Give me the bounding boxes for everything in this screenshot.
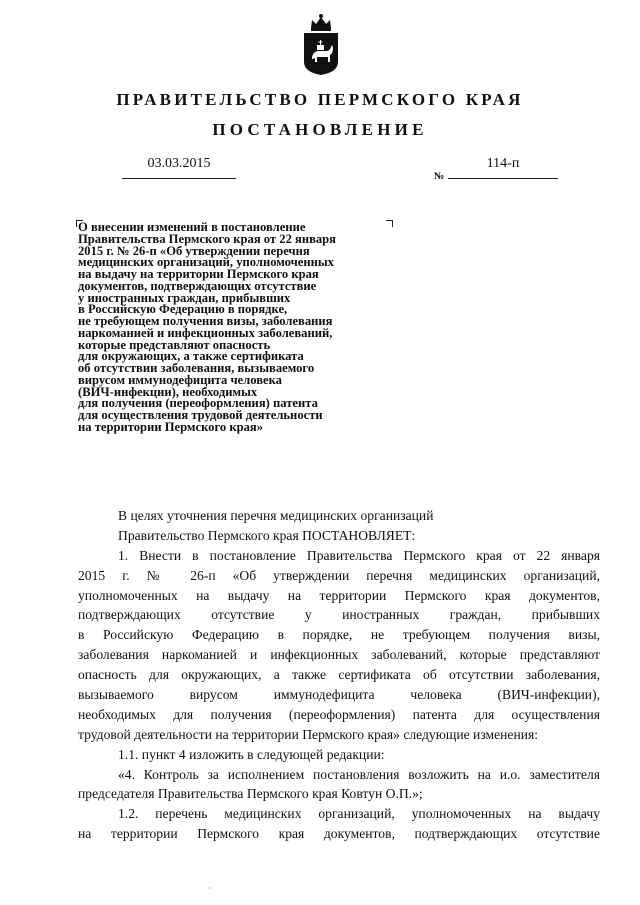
body-line: «4. Контроль за исполнением постановления возложить на и.о. заместителя (118, 766, 600, 782)
date-underline (122, 178, 236, 179)
document-body (78, 506, 600, 844)
subject-corner-left (76, 220, 83, 227)
document-date: 03.03.2015 (147, 156, 211, 171)
document-number: 114-п (486, 156, 520, 171)
body-line: 1.1. пункт 4 изложить в следующей редакции: (118, 746, 385, 762)
coat-of-arms-emblem (301, 10, 341, 76)
subject-line: для осуществления трудовой деятельности (78, 408, 323, 422)
body-line: уполномоченных на выдачу на территории Пермского края документов, (78, 587, 600, 603)
subject-line: которые представляют опасность (78, 337, 271, 352)
body-line: 1. Внести в постановление Правительства Пермского края от 22 января (118, 547, 600, 563)
subject-line: в Российскую Федерацию в порядке, (78, 302, 288, 317)
subject-line: на выдачу на территории Пермского края (78, 267, 319, 281)
document-date-field (122, 156, 236, 182)
subject-line: 2015 г. № 26-п «Об утверждении перечня (78, 243, 310, 258)
document-type: ПОСТАНОВЛЕНИЕ (212, 120, 428, 139)
body-line: 2015 г. № 26-п «Об утверждении перечня медицинских организаций, (78, 567, 600, 583)
subject-line: (ВИЧ-инфекции), необходимых (78, 384, 258, 399)
number-underline (448, 178, 558, 179)
body-line: Правительство Пермского края ПОСТАНОВЛЯЕТ: (118, 527, 416, 543)
subject-line: медицинских организаций, уполномоченных (78, 255, 334, 270)
body-line: опасность для окружающих, а также сертификата об отсутствии заболевания, (78, 667, 600, 683)
subject-line: документов, подтверждающих отсутствие (78, 278, 317, 293)
document-number-field (434, 156, 558, 182)
body-line: вызываемого вирусом иммунодефицита человека (ВИЧ-инфекции), (78, 687, 600, 703)
body-line: трудовой деятельности на территории Пермского края» следующие изменения: (78, 726, 539, 742)
body-line: председателя Правительства Пермского края Ковтун О.П.»; (78, 786, 423, 802)
subject-line: для окружающих, а также сертификата (78, 349, 304, 364)
body-line: 1.2. перечень медицинских организаций, уполномоченных на выдачу (118, 806, 600, 822)
subject-line: О внесении изменений в постановление (78, 220, 306, 234)
subject-line: Правительства Пермского края от 22 января (78, 231, 336, 246)
document-subject (78, 222, 378, 434)
subject-line: не требующем получения визы, заболевания (78, 314, 333, 328)
body-line: необходимых для получения (переоформления) патента для осуществления (78, 706, 600, 722)
subject-line: об отсутствии заболевания, вызываемого (78, 361, 315, 375)
subject-line: у иностранных граждан, прибывших (78, 290, 291, 305)
subject-line: вирусом иммунодефицита человека (78, 372, 282, 387)
subject-line: на территории Пермского края» (78, 419, 263, 434)
subject-line: для получения (переоформления) патента (78, 396, 318, 411)
body-line: подтверждающих отсутствие у иностранных граждан, прибывших (78, 607, 600, 623)
body-line: В целях уточнения перечня медицинских организаций (118, 508, 434, 523)
body-line: на территории Пермского края документов, подтверждающих отсутствие (78, 826, 600, 842)
subject-line: наркоманией и инфекционных заболеваний, (78, 325, 333, 340)
government-name: ПРАВИТЕЛЬСТВО ПЕРМСКОГО КРАЯ (116, 90, 524, 109)
body-line: в Российскую Федерацию в порядке, не требующем получения визы, (78, 627, 600, 643)
body-line: заболевания наркоманией и инфекционных заболеваний, которые представляют (78, 647, 600, 663)
number-sign: № (434, 171, 445, 182)
subject-corner-right (386, 220, 393, 227)
page-mark: · (208, 884, 211, 893)
